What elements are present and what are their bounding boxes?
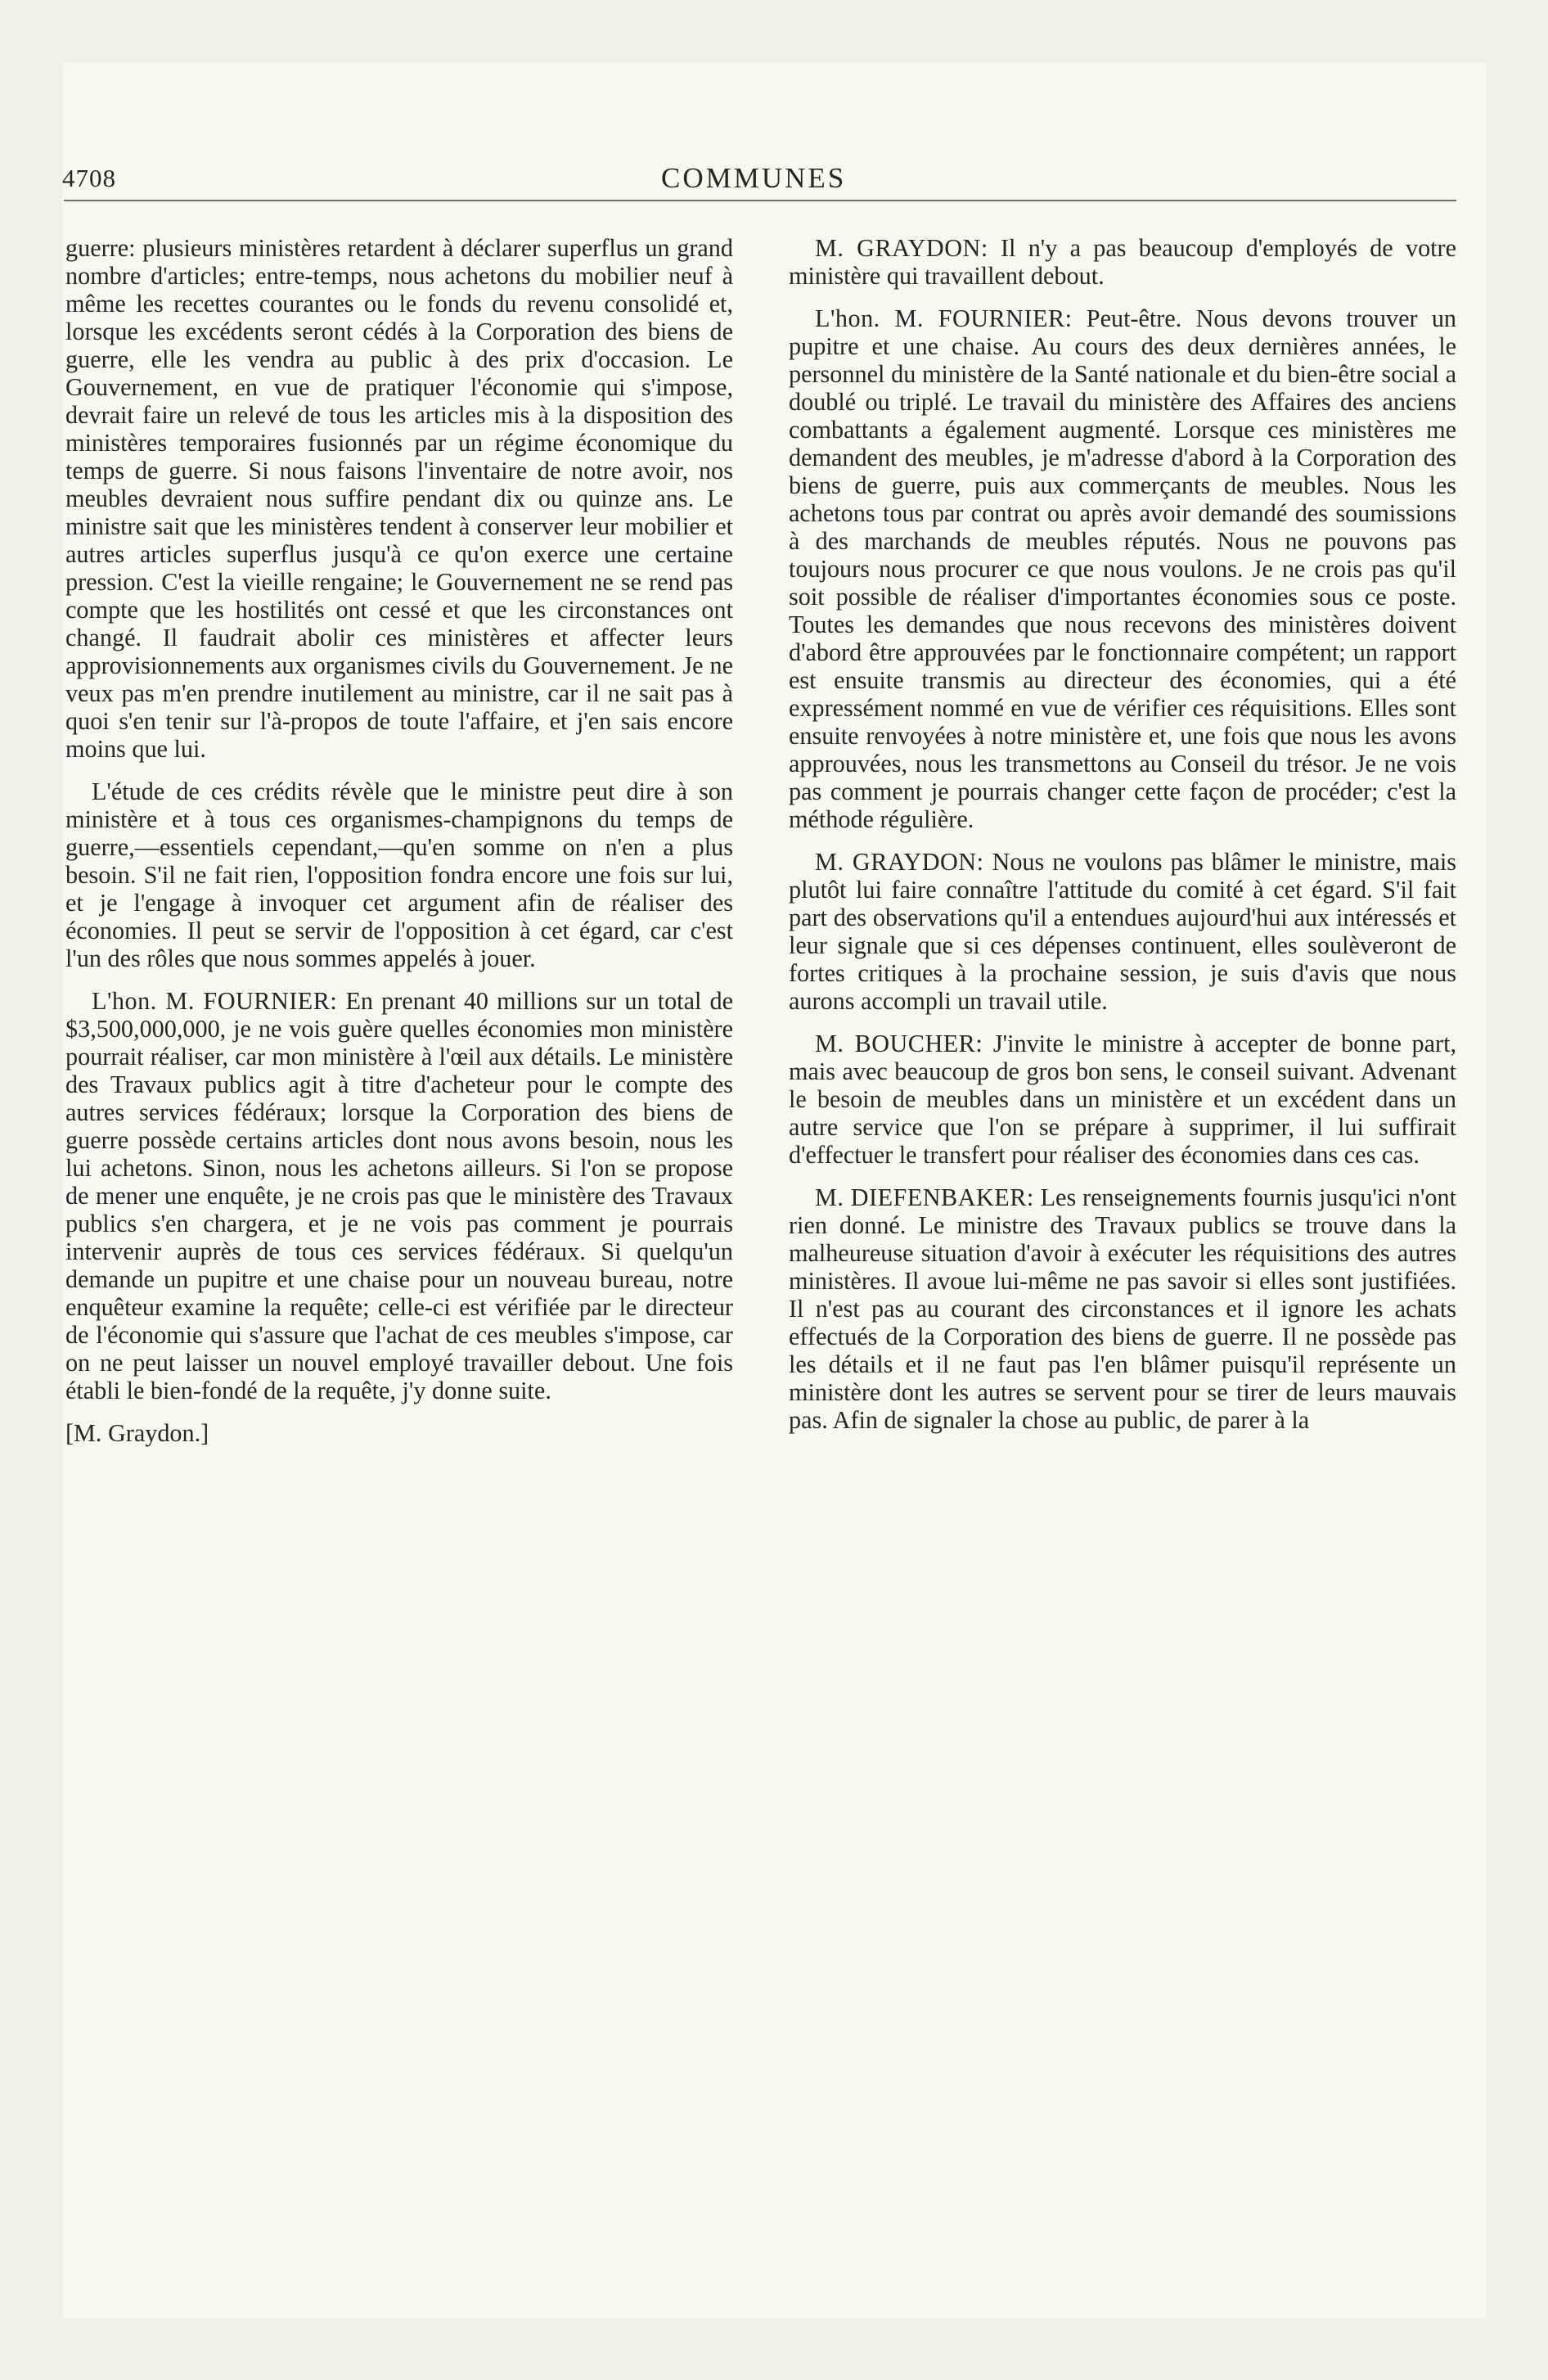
attribution: [M. Graydon.] [65, 1419, 209, 1447]
paragraph-continued: guerre: plusieurs ministères retardent à déclarer superflus un grand nombre d'articles; entre-temps, nous achetons du mobilier neuf à même les recettes courantes ou le fonds du revenu consolidé et, lorsque les excédents seront cédés à la Corporation des biens de guerre, elle les vendra au public à des prix d'occasion. Le Gouvernement, en vue de pratiquer l'économie qui s'impose, devrait faire un relevé de tous les articles mis à la disposition des ministères temporaires fusionnés par un régime économique du temps de guerre. Si nous faisons l'inventaire de notre avoir, nos meubles devraient nous suffire pendant dix ou quinze ans. Le ministre sait que les ministères tendent à conserver leur mobilier et autres articles superflus jusqu'à ce qu'on exerce une certaine pression. C'est la vieille rengaine; le Gouvernement ne se rend pas compte que les hostilités ont cessé et que les circonstances ont changé. Il faudrait abolir ces ministères et affecter leurs approvisionnements aux organismes civils du Gouvernement. Je ne veux pas m'en prendre inutilement au ministre, car il ne sait pas à quoi s'en tenir sur l'à-propos de toute l'affaire, et j'en sais encore moins que lui. [65, 234, 733, 763]
speech-text: Peut-être. Nous devons trouver un pupitre et une chaise. Au cours des deux dernières années, le personnel du ministère de la Santé nationale et du bien-être social a doublé ou triplé. Le travail du ministère des Affaires des anciens combattants a également augmenté. Lorsque ces ministères me demandent des meubles, je m'adresse d'abord à la Corporation des biens de guerre, puis aux commerçants de meubles. Nous les achetons tous par contrat ou après avoir demandé des soumissions à des marchands de meubles réputés. Nous ne pouvons pas toujours nous procurer ce que nous voulons. Je ne crois pas qu'il soit possible de réaliser d'importantes économies sous ce poste. Toutes les demandes que nous recevons des ministères doivent d'abord être approuvées par le fonctionnaire compétent; un rapport est ensuite transmis au directeur des économies, qui a été expressément nommé en vue de vérifier ces réquisitions. Elles sont ensuite renvoyées à notre ministère et, une fois que nous les avons approuvées, nous les transmettons au Conseil du trésor. Je ne vois pas comment je pourrais changer cette façon de procéder; c'est la méthode régulière. [789, 304, 1457, 833]
speaker-name: L'hon. M. FOURNIER: [815, 304, 1073, 332]
speech-text: Il n'y a pas beaucoup d'employés de votre ministère qui travaillent debout. [789, 234, 1456, 290]
speaker-name: M. GRAYDON: [815, 234, 988, 262]
speaker-name: M. GRAYDON: [815, 848, 984, 876]
header-rule [64, 200, 1456, 201]
paragraph-diefenbaker [789, 1183, 1456, 1434]
speech-text: En prenant 40 millions sur un total de $3,500,000,000, je ne vois guère quelles économies mon ministère pourrait réaliser, car mon ministère à l'œil aux détails. Le ministère des Travaux publics agit à titre d'acheteur pour le compte des autres services fédéraux; lorsque la Corporation des biens de guerre possède certains articles dont nous avons besoin, nous les lui achetons. Sinon, nous les achetons ailleurs. Si l'on se propose de mener une enquête, je ne crois pas que le ministère des Travaux publics s'en chargera, et je ne vois pas comment je pourrais intervenir auprès de tous ces services fédéraux. Si quelqu'un demande un pupitre et une chaise pour un nouveau bureau, notre enquêteur examine la requête; celle-ci est vérifiée par le directeur de l'économie qui s'assure que l'achat de ces meubles s'impose, car on ne peut laisser un nouvel employé travailler debout. Une fois établi le bien-fondé de la requête, j'y donne suite. [65, 987, 734, 1404]
speech-text: Nous ne voulons pas blâmer le ministre, mais plutôt lui faire connaître l'attitude du comité à cet égard. S'il fait part des observations qu'il a entendues aujourd'hui aux intéressés et leur signale que si ces dépenses continuent, elles soulèveront de fortes critiques à la prochaine session, je suis d'avis que nous aurons accompli un travail utile. [789, 848, 1456, 1015]
speech-text: Les renseignements fournis jusqu'ici n'ont rien donné. Le ministre des Travaux publics se trouve dans la malheureuse situation d'avoir à exécuter les réquisitions des autres ministères. Il avoue lui-même ne pas savoir si elles sont justifiées. Il n'est pas au courant des circonstances et il ignore les achats effectués de la Corporation des biens de guerre. Il ne possède pas les détails et il ne faut pas l'en blâmer puisqu'il représente un ministère dont les autres se servent pour se tirer de leurs mauvais pas. Afin de signaler la chose au public, de parer à la [789, 1183, 1456, 1434]
right-column [789, 234, 1456, 1449]
speaker-name: M. DIEFENBAKER: [815, 1183, 1034, 1211]
paragraph-graydon-2 [789, 848, 1456, 1015]
left-column [65, 234, 733, 1462]
speaker-name: M. BOUCHER: [815, 1030, 983, 1057]
paragraph-graydon-1 [789, 234, 1456, 290]
paragraph-economy: L'étude de ces crédits révèle que le ministre peut dire à son ministère et à tous ces organismes-champignons du temps de guerre,—essentiels cependant,—qu'en somme on n'en a plus besoin. S'il ne fait rien, l'opposition fondra encore une fois sur lui, et je l'engage à invoquer cet argument afin de réaliser des économies. Il peut se servir de l'opposition à cet égard, car c'est l'un des rôles que nous sommes appelés à jouer. [65, 778, 733, 972]
paragraph-boucher [789, 1030, 1456, 1169]
speaker-name: L'hon. M. FOURNIER: [92, 987, 338, 1015]
paragraph-fournier [65, 987, 733, 1404]
page-title: COMMUNES [661, 162, 847, 194]
speech-text: J'invite le ministre à accepter de bonne part, mais avec beaucoup de gros bon sens, le conseil suivant. Advenant le besoin de meubles dans un ministère et un excédent dans un autre service que l'on se prépare à supprimer, il lui suffirait d'effectuer le transfert pour réaliser des économies dans ces cas. [789, 1030, 1457, 1169]
page-number: 4708 [62, 164, 116, 192]
paragraph-fournier-2 [789, 304, 1456, 833]
